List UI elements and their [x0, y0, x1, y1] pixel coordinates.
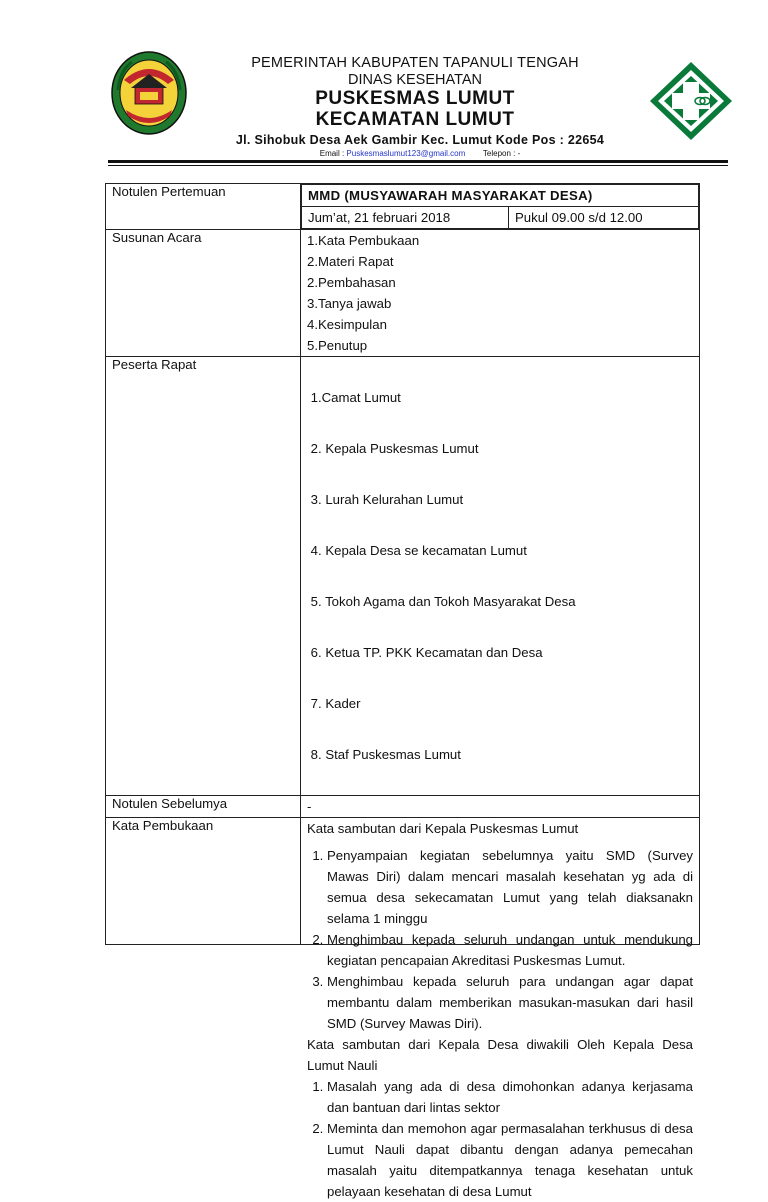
label-pembukaan: Kata Pembukaan [106, 818, 301, 945]
label-peserta: Peserta Rapat [106, 357, 301, 796]
notulen-detail [301, 184, 700, 230]
list-item: 6. Ketua TP. PKK Kecamatan dan Desa [307, 645, 543, 660]
district-name: KECAMATAN LUMUT [315, 109, 515, 130]
letterhead [190, 56, 640, 129]
meeting-time: Pukul 09.00 s/d 12.00 [509, 207, 699, 229]
list-item: 1.Camat Lumut [307, 390, 401, 405]
phone-label: Telepon : - [482, 149, 521, 158]
label-notulen: Notulen Pertemuan [106, 184, 301, 230]
row-peserta [106, 357, 700, 796]
row-susunan [106, 230, 700, 357]
puskesmas-logo [646, 60, 736, 142]
participant-list [301, 357, 700, 796]
contact-line [190, 149, 650, 158]
regency-crest-logo [110, 50, 188, 136]
minutes-table [105, 183, 700, 1199]
list-item: 2. Menghimbau kepada seluruh undangan untuk mendukung kegiatan pencapaian Akreditasi Puskesmas Lumut. [327, 929, 693, 971]
government-name: PEMERINTAH KABUPATEN TAPANULI TENGAH [251, 55, 579, 71]
list-item: 1.Kata Pembukaan [307, 233, 420, 248]
label-susunan: Susunan Acara [106, 230, 301, 357]
row-sebelumnya [106, 796, 700, 818]
email-label: Email : [319, 149, 345, 158]
list-item: 4.Kesimpulan [307, 317, 387, 332]
opening-intro-2: Kata sambutan dari Kepala Desa diwakili Oleh Kepala Desa Lumut Nauli [307, 1037, 693, 1073]
previous-minutes-value: - [301, 796, 700, 818]
row-notulen [106, 184, 700, 230]
list-item: 2.Materi Rapat [307, 254, 394, 269]
header-divider-thin [108, 165, 728, 166]
notulen-subtable [301, 184, 699, 229]
list-item: 1. Penyampaian kegiatan sebelumnya yaitu SMD (Survey Mawas Diri) dalam mencari masalah kesehatan yg ada di semua desa sekecamatan Lumut yang telah diaksanakn selama 1 minggu [327, 845, 693, 929]
email-link[interactable]: Puskesmaslumut123@gmail.com [346, 149, 466, 158]
list-item: 5.Penutup [307, 338, 368, 353]
list-item: 2. Kepala Puskesmas Lumut [307, 441, 479, 456]
list-item: 4. Kepala Desa se kecamatan Lumut [307, 543, 527, 558]
list-item: 3.Tanya jawab [307, 296, 392, 311]
opening-intro: Kata sambutan dari Kepala Puskesmas Lumut [307, 821, 579, 836]
list-item: 3. Menghimbau kepada seluruh para undangan agar dapat membantu dalam memberikan masukan-masukan dari hasil SMD (Survey Mawas Diri). [327, 971, 693, 1034]
opening-list-1 [307, 845, 693, 1034]
list-item: 2.Pembahasan [307, 275, 396, 290]
header-divider-thick [108, 160, 728, 163]
row-pembukaan [106, 818, 700, 945]
list-item: 8. Staf Puskesmas Lumut [307, 747, 461, 762]
meeting-date: Jum’at, 21 februari 2018 [302, 207, 509, 229]
opening-list-2 [307, 1076, 693, 1202]
list-item: 5. Tokoh Agama dan Tokoh Masyarakat Desa [307, 594, 576, 609]
meeting-title: MMD (MUSYAWARAH MASYARAKAT DESA) [302, 185, 699, 207]
list-item: 2. Meminta dan memohon agar permasalahan terkhusus di desa Lumut Nauli dapat dibantu dengan adanya pemecahan masalah yaitu ditempatkannya tenaga kesehatan untuk pelayaan kesehatan di desa Lumut [327, 1118, 693, 1202]
list-item: 7. Kader [307, 696, 361, 711]
list-item: 1. Masalah yang ada di desa dimohonkan adanya kerjasama dan bantuan dari lintas sektor [327, 1076, 693, 1118]
clinic-name: PUSKESMAS LUMUT [315, 88, 515, 109]
regency-crest-icon [110, 50, 188, 136]
agenda-list [301, 230, 700, 357]
opening-content [301, 818, 700, 1199]
address-line: Jl. Sihobuk Desa Aek Gambir Kec. Lumut Kode Pos : 22654 [235, 133, 605, 147]
list-item: 3. Lurah Kelurahan Lumut [307, 492, 464, 507]
label-sebelumnya: Notulen Sebelumya [106, 796, 301, 818]
puskesmas-cross-icon [646, 60, 736, 142]
department-name: DINAS KESEHATAN [347, 71, 483, 88]
